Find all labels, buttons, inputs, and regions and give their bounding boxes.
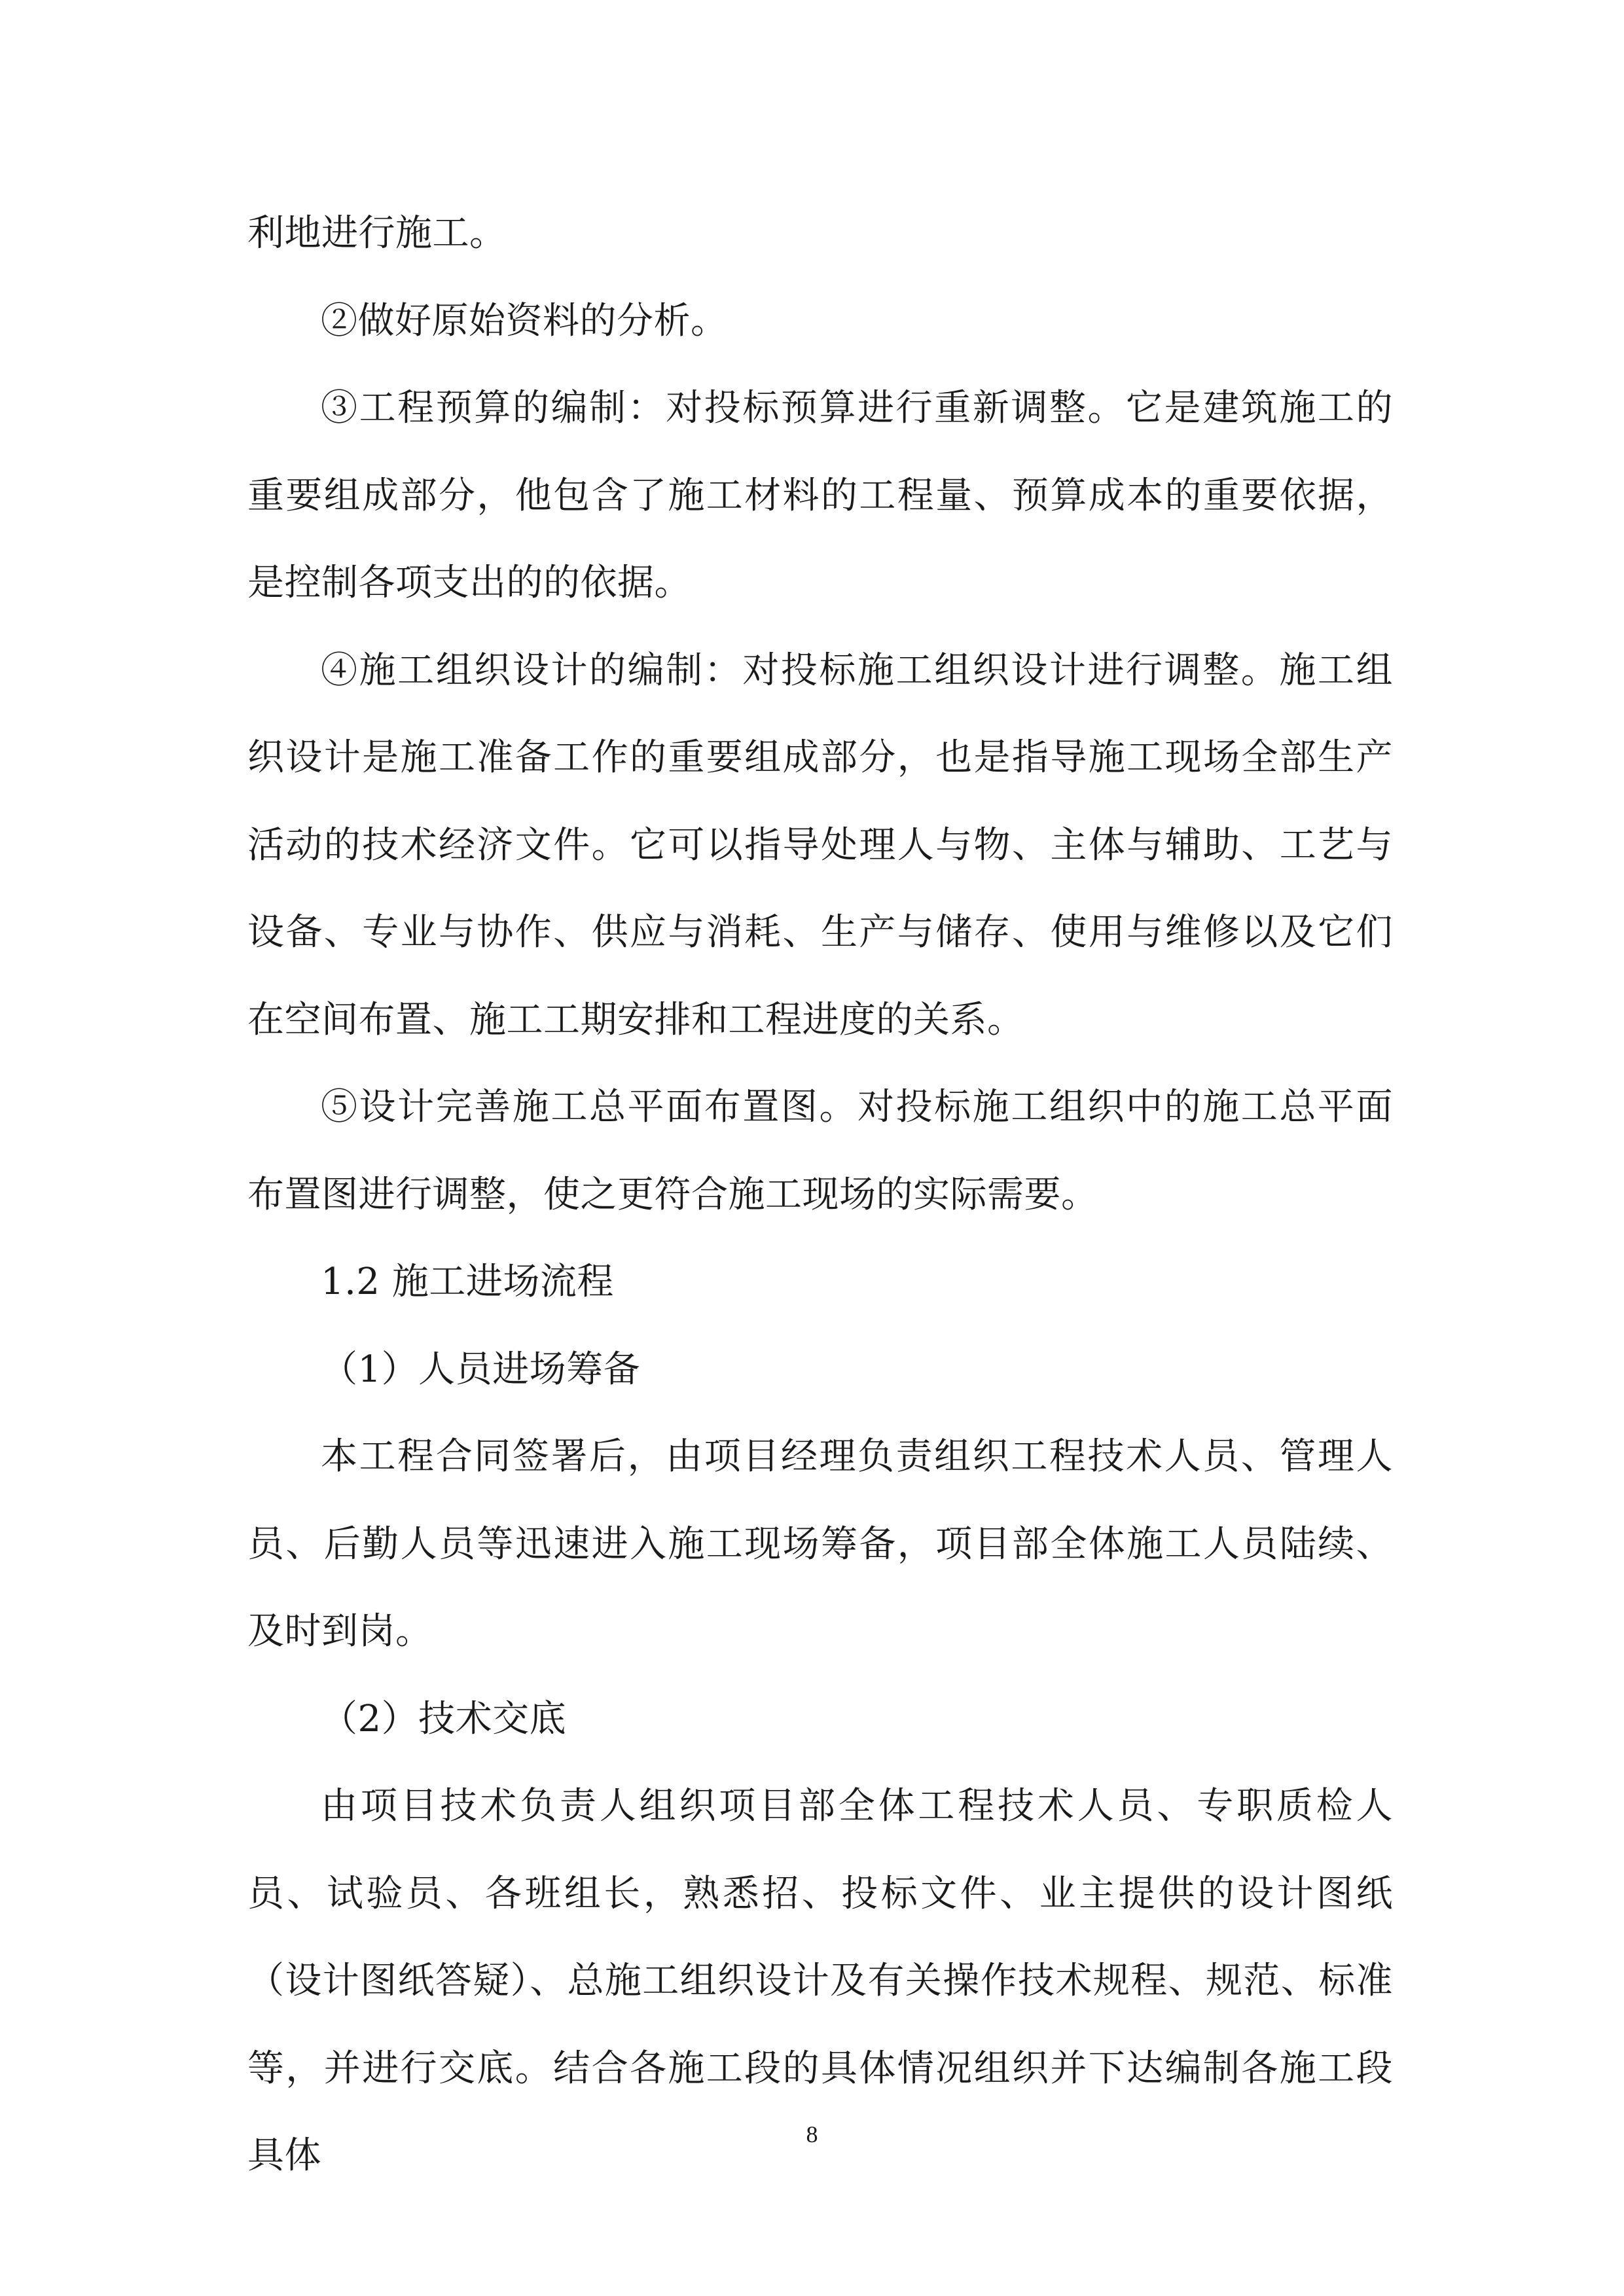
paragraph-technical-briefing: 由项目技术负责人组织项目部全体工程技术人员、专职质检人员、试验员、各班组长，熟悉招、投标文件、业主提供的设计图纸（设计图纸答疑）、总施工组织设计及有关操作技术规程、规范、标准等，并进行交底。结合各施工段的具体情况组织并下达编制各施工段具体 xyxy=(247,1785,1393,2177)
subheading-technical-briefing: （2）技术交底 xyxy=(321,1697,567,1740)
subheading-personnel: （1）人员进场筹备 xyxy=(321,1348,641,1391)
paragraph-item-2: ②做好原始资料的分析。 xyxy=(321,299,728,342)
body-text xyxy=(247,190,1393,2200)
paragraph-item-3: ③工程预算的编制：对投标预算进行重新调整。它是建筑施工的重要组成部分，他包含了施工材料的工程量、预算成本的重要依据，是控制各项支出的的依据。 xyxy=(247,387,1393,604)
paragraph-continuation: 利地进行施工。 xyxy=(247,212,507,255)
paragraph-item-4: ④施工组织设计的编制：对投标施工组织设计进行调整。施工组织设计是施工准备工作的重要组成部分，也是指导施工现场全部生产活动的技术经济文件。它可以指导处理人与物、主体与辅助、工艺与设备、专业与协作、供应与消耗、生产与储存、使用与维修以及它们在空间布置、施工工期安排和工程进度的关系。 xyxy=(247,649,1393,1041)
page-number: 8 xyxy=(806,2121,818,2147)
paragraph-personnel: 本工程合同签署后，由项目经理负责组织工程技术人员、管理人员、后勤人员等迅速进入施工现场筹备，项目部全体施工人员陆续、及时到岗。 xyxy=(247,1435,1393,1653)
section-heading-1-2: 1.2 施工进场流程 xyxy=(321,1261,614,1303)
paragraph-item-5: ⑤设计完善施工总平面布置图。对投标施工组织中的施工总平面布置图进行调整，使之更符合施工现场的实际需要。 xyxy=(247,1086,1393,1216)
